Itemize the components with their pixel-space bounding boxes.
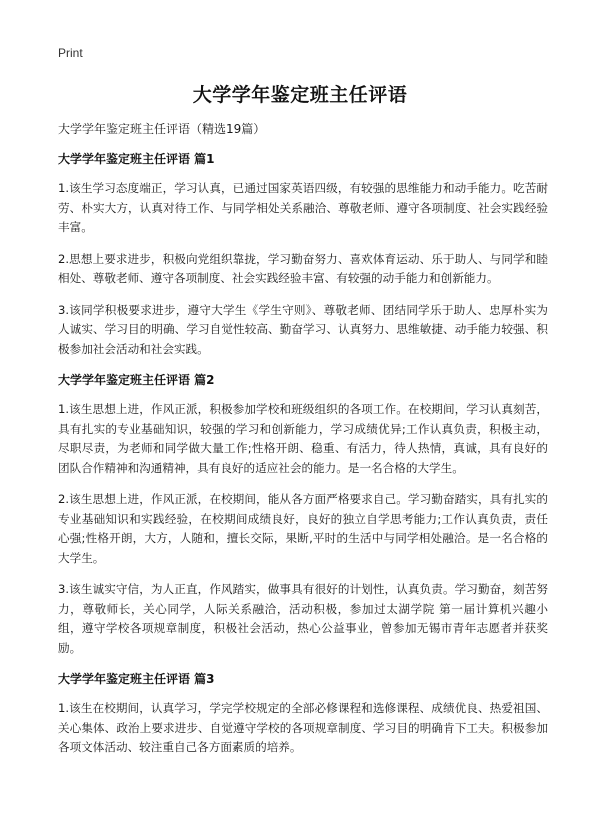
document-body — [58, 120, 548, 770]
section-heading: 大学学年鉴定班主任评语 篇2 — [58, 373, 215, 387]
document-subtitle: 大学学年鉴定班主任评语（精选19篇） — [58, 122, 266, 136]
section-3 — [58, 670, 548, 758]
section-2 — [58, 371, 548, 658]
section-1 — [58, 150, 548, 359]
paragraph: 2.思想上要求进步，积极向党组织靠拢，学习勤奋努力、喜欢体育运动、乐于助人、与同学和睦相处、尊敬老师、遵守各项制度、社会实践经验丰富、有较强的动手能力和创新能力。 — [58, 251, 548, 285]
paragraph: 3.该同学积极要求进步，遵守大学生《学生守则》、尊敬老师、团结同学乐于助人、忠厚朴实为人诚实、学习目的明确、学习自觉性较高、勤奋学习、认真努力、思维敏捷、动手能力较强、积极参加社会活动和社会实践。 — [58, 302, 548, 356]
section-heading: 大学学年鉴定班主任评语 篇3 — [58, 672, 215, 686]
paragraph: 2.该生思想上进，作风正派，在校期间，能从各方面严格要求自己。学习勤奋踏实，具有扎实的专业基础知识和实践经验，在校期间成绩良好，良好的独立自学思考能力;工作认真负责，责任心强;性格开朗，大方，人随和，擅长交际，果断,平时的生活中与同学相处融洽。是一名合格的大学生。 — [58, 492, 548, 565]
section-heading: 大学学年鉴定班主任评语 篇1 — [58, 152, 215, 166]
paragraph: 1.该生学习态度端正，学习认真，已通过国家英语四级，有较强的思维能力和动手能力。吃苦耐劳、朴实大方，认真对待工作、与同学相处关系融洽、尊敬老师、遵守各项制度、社会实践经验丰富。 — [58, 181, 548, 234]
document-title: 大学学年鉴定班主任评语 — [192, 84, 408, 106]
paragraph: 1.该生在校期间，认真学习，学完学校规定的全部必修课程和选修课程、成绩优良、热爱祖国、关心集体、政治上要求进步、自觉遵守学校的各项规章制度、学习目的明确肯下工夫。积极参加各项文体活动、较注重自己各方面素质的培养。 — [58, 701, 548, 754]
print-link[interactable]: Print — [58, 46, 83, 60]
paragraph: 3.该生诚实守信，为人正直，作风踏实，做事具有很好的计划性，认真负责。学习勤奋，刻苦努力，尊敬师长，关心同学，人际关系融洽，活动积极，参加过太湖学院 第一届计算机兴趣小组，遵守学校各项规章制度，积极社会活动，热心公益事业，曾参加无锡市青年志愿者并获奖励。 — [58, 582, 548, 655]
paragraph: 1.该生思想上进，作风正派，积极参加学校和班级组织的各项工作。在校期间，学习认真刻苦，具有扎实的专业基础知识，较强的学习和创新能力，学习成绩优异;工作认真负责，积极主动，尽职尽责，为老师和同学做大量工作;性格开朗、稳重、有活力，待人热情，真诚，具有良好的团队合作精神和沟通精神，具有良好的适应社会的能力。是一名合格的大学生。 — [58, 402, 548, 475]
